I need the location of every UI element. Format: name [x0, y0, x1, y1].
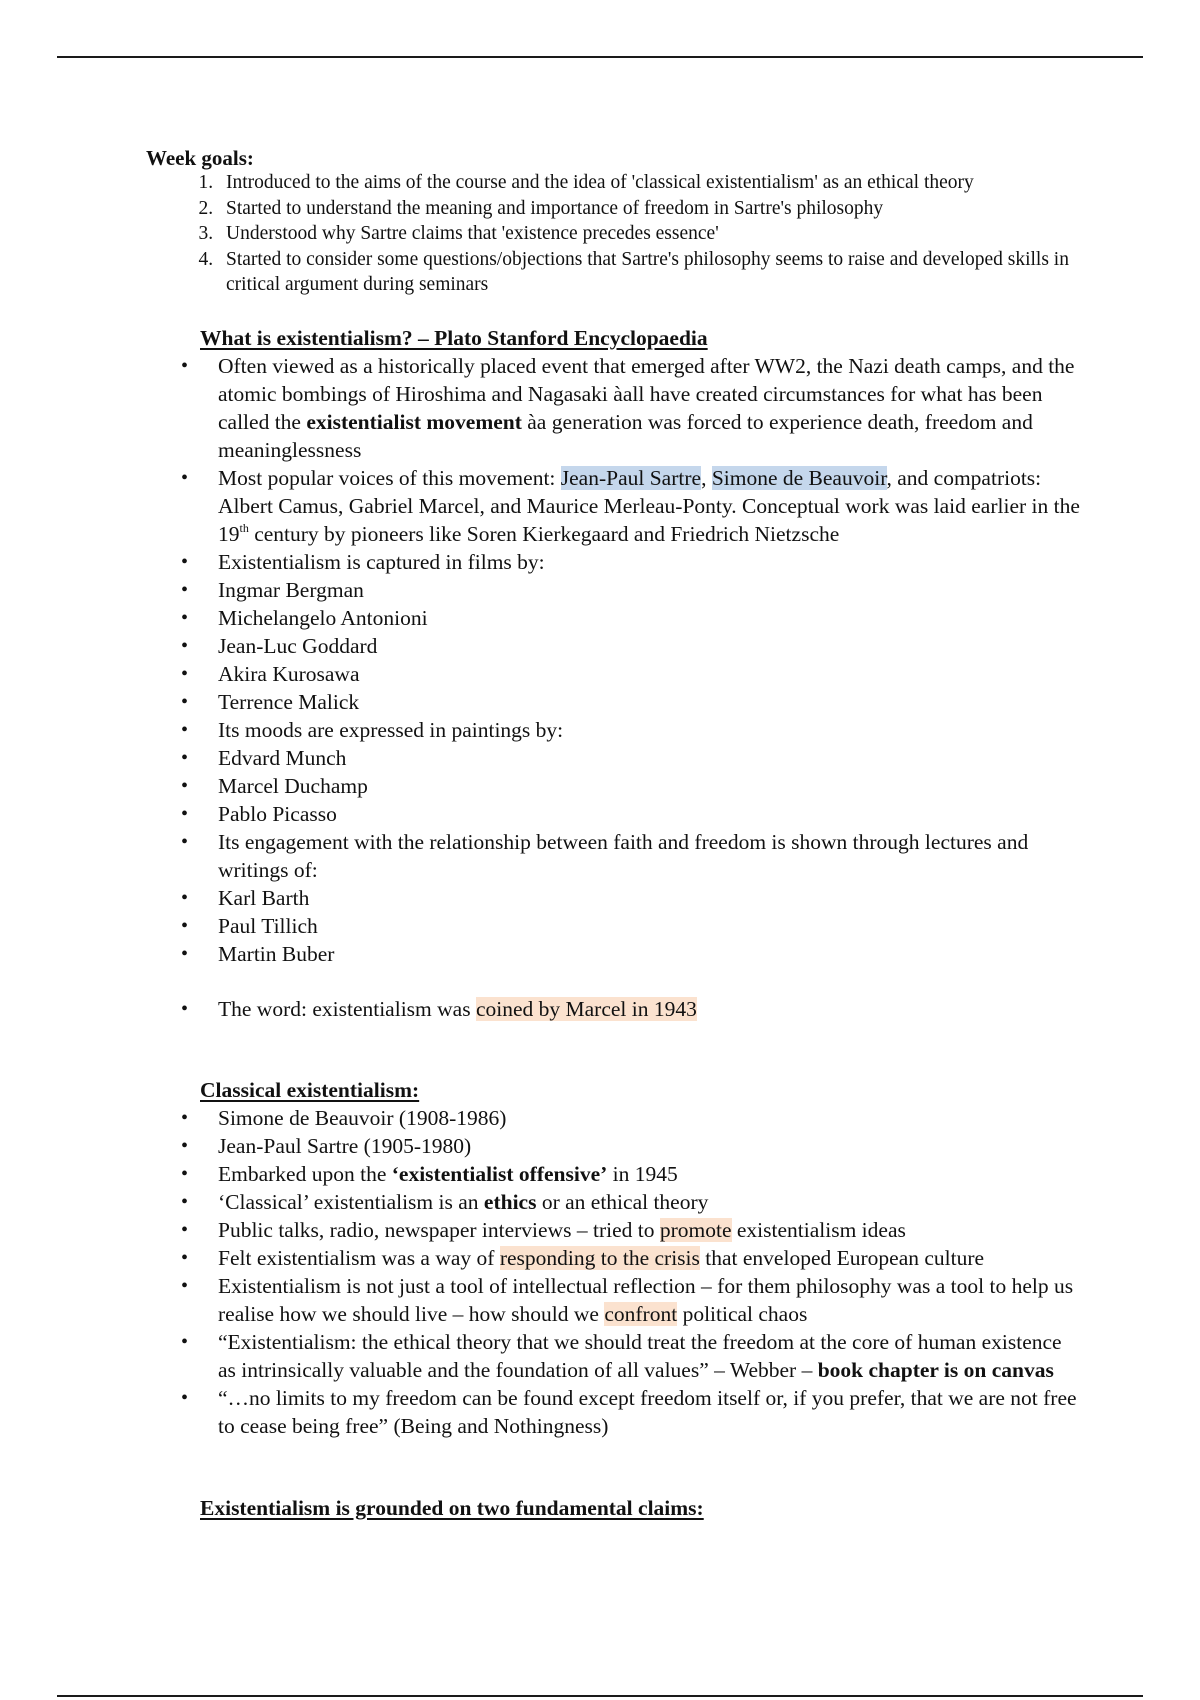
what-is-existentialism-list	[0, 352, 1080, 1023]
highlight-promote: promote	[659, 1218, 732, 1242]
week-goals-list	[146, 170, 1088, 298]
classical-existentialism-heading: Classical existentialism:	[200, 1078, 420, 1102]
list-item: • Existentialism is captured in films by:	[0, 548, 1080, 576]
list-item: • Martin Buber	[0, 940, 1080, 968]
list-item: • Jean-Paul Sartre (1905-1980)	[0, 1132, 1080, 1160]
list-item: • Ingmar Bergman	[0, 576, 1080, 604]
highlight-sartre: Jean-Paul Sartre	[560, 466, 702, 490]
list-item: • Felt existentialism was a way of responding to the crisis that enveloped European culture	[0, 1244, 1080, 1272]
list-item: • Michelangelo Antonioni	[0, 604, 1080, 632]
list-item: • Simone de Beauvoir (1908-1986)	[0, 1104, 1080, 1132]
list-item: • “…no limits to my freedom can be found except freedom itself or, if you prefer, that we are not free to cease being free” (Being and Nothingness)	[0, 1384, 1080, 1440]
list-item: • Edvard Munch	[0, 744, 1080, 772]
list-item: • The word: existentialism was coined by Marcel in 1943	[0, 995, 1080, 1023]
list-item: • Paul Tillich	[0, 912, 1080, 940]
list-item: • Akira Kurosawa	[0, 660, 1080, 688]
list-item: • ‘Classical’ existentialism is an ethics or an ethical theory	[0, 1188, 1080, 1216]
classical-existentialism-list	[0, 1104, 1080, 1440]
list-item: • Public talks, radio, newspaper interviews – tried to promote existentialism ideas	[0, 1216, 1080, 1244]
list-item: • Most popular voices of this movement: Jean-Paul Sartre, Simone de Beauvoir, and compatriots: Albert Camus, Gabriel Marcel, and Maurice Merleau-Ponty. Conceptual work was laid earlier in the 19th century by pioneers like Soren Kierkegaard and Friedrich Nietzsche	[0, 464, 1080, 548]
goal-item: 2. Started to understand the meaning and importance of freedom in Sartre's philosophy	[218, 196, 1088, 222]
grounded-claims-heading: Existentialism is grounded on two fundamental claims:	[200, 1496, 704, 1520]
list-item: • Pablo Picasso	[0, 800, 1080, 828]
top-rule	[57, 56, 1143, 58]
list-item: • Terrence Malick	[0, 688, 1080, 716]
highlight-crisis: responding to the crisis	[499, 1246, 700, 1270]
bottom-rule	[57, 1695, 1143, 1697]
list-item: • Often viewed as a historically placed event that emerged after WW2, the Nazi death camps, and the atomic bombings of Hiroshima and Nagasaki àall have created circumstances for what has been called the existentialist movement àa generation was forced to experience death, freedom and meaninglessness	[0, 352, 1080, 464]
list-item: • Marcel Duchamp	[0, 772, 1080, 800]
list-item: • Its moods are expressed in paintings by:	[0, 716, 1080, 744]
list-item: • “Existentialism: the ethical theory that we should treat the freedom at the core of human existence as intrinsically valuable and the foundation of all values” – Webber – book chapter is on canvas	[0, 1328, 1080, 1384]
highlight-confront: confront	[604, 1302, 678, 1326]
goal-item: 4. Started to consider some questions/objections that Sartre's philosophy seems to raise and developed skills in critical argument during seminars	[218, 247, 1088, 298]
list-item: • Its engagement with the relationship between faith and freedom is shown through lectures and writings of:	[0, 828, 1080, 884]
list-item: • Embarked upon the ‘existentialist offensive’ in 1945	[0, 1160, 1080, 1188]
goal-item: 3. Understood why Sartre claims that 'existence precedes essence'	[218, 221, 1088, 247]
goal-item: 1. Introduced to the aims of the course and the idea of 'classical existentialism' as an ethical theory	[218, 170, 1088, 196]
list-item: • Jean-Luc Goddard	[0, 632, 1080, 660]
list-item: • Existentialism is not just a tool of intellectual reflection – for them philosophy was a tool to help us realise how we should live – how should we confront political chaos	[0, 1272, 1080, 1328]
list-item: • Karl Barth	[0, 884, 1080, 912]
highlight-beauvoir: Simone de Beauvoir	[711, 466, 887, 490]
highlight-coined: coined by Marcel in 1943	[475, 997, 697, 1021]
what-is-existentialism-heading: What is existentialism? – Plato Stanford Encyclopaedia	[200, 326, 708, 350]
week-goals-heading: Week goals:	[146, 146, 254, 170]
